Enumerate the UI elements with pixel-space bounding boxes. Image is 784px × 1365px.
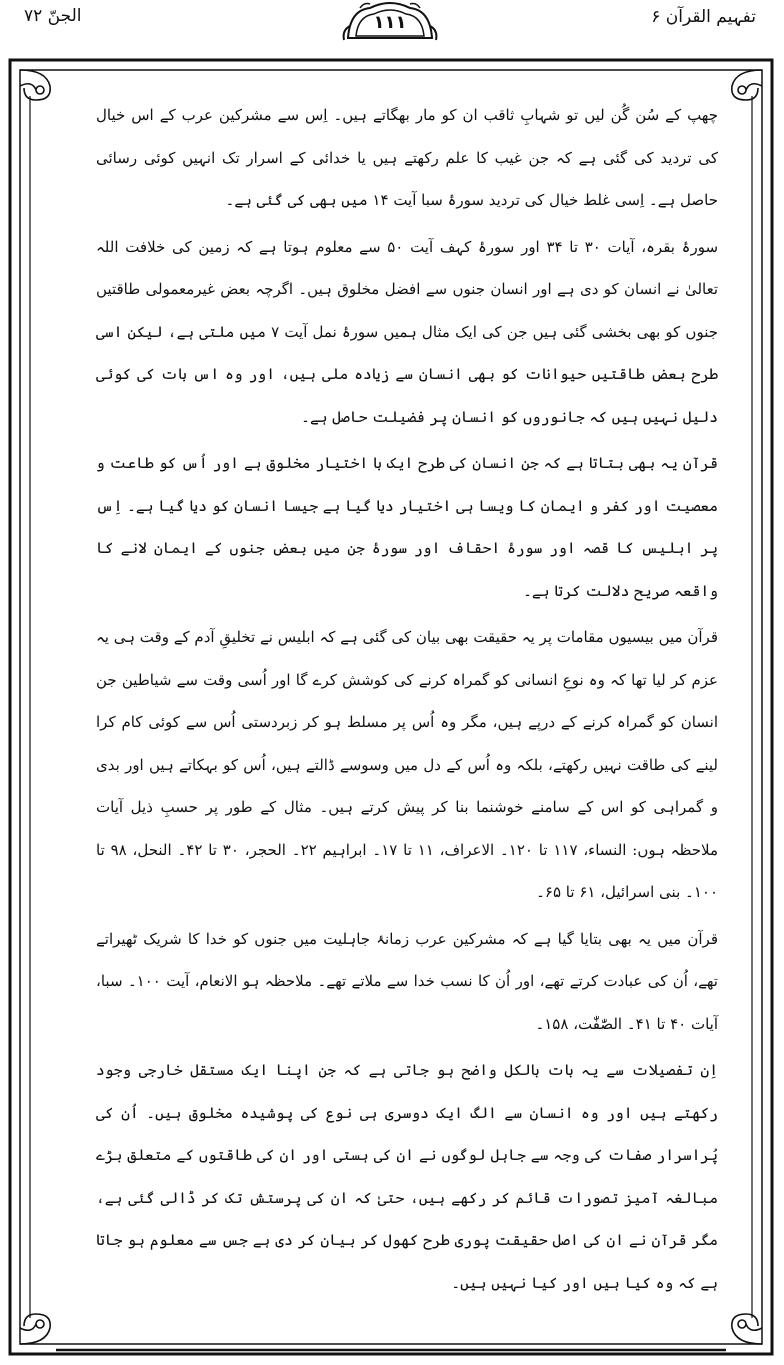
paragraph: قرآن یہ بھی بتاتا ہے کہ جن انسان کی طرح ایک با اختیار مخلوق ہے اور اُس کو طاعت و معصیت اور کفر و ایمان کا ویسا ہی اختیار دیا گیا ہے جیسا انسان کو دیا گیا ہے۔ اِس پر ابلیس کا قصہ اور سورۂ احقاف اور سورۂ جن میں بعض جنوں کے ایمان لانے کا واقعہ صریح دلالت کرتا ہے۔ (96, 454, 718, 600)
paragraph: چھپ کے سُن گُن لیں تو شہابِ ثاقب ان کو مار بھگاتے ہیں۔ اِس سے مشرکین عرب کے اس خیال کی تردید کی گئی ہے کہ جن غیب کا علم رکھتے ہیں یا خدائی کے اسرار تک انہیں کوئی رسائی حاصل ہے۔ اِسی غلط خیال کی تردید سورۂ سبا آیت ۱۴ میں بھی کی گئی ہے۔ (96, 106, 718, 209)
paragraph: قرآن میں یہ بھی بتایا گیا ہے کہ مشرکین عرب زمانۂ جاہلیت میں جنوں کو خدا کا شریک ٹھیراتے تھے، اُن کی عبادت کرتے تھے، اور اُن کا نسب خدا سے ملاتے تھے۔ ملاحظہ ہو الانعام، آیت ۱۰۰۔ سبا، آیات ۴۰ تا ۴۱۔ الصّٰفّٰت، ۱۵۸۔ (96, 929, 718, 1033)
corner-ornament-bottom-right (732, 1314, 762, 1344)
paragraph: اِن تفصیلات سے یہ بات بالکل واضح ہو جاتی ہے کہ جن اپنا ایک مستقل خارجی وجود رکھتے ہیں اور وہ انسان سے الگ ایک دوسری ہی نوع کی پوشیدہ مخلوق ہیں۔ اُن کی پُراسرار صفات کی وجہ سے جاہل لوگوں نے ان کی ہستی اور ان کی طاقتوں کے متعلق بڑے مبالغہ آمیز تصورات قائم کر رکھے ہیں، حتیٰ کہ ان کی پرستش تک کر ڈالی گئی ہے، مگر قرآن نے ان کی اصل حقیقت پوری طرح کھول کر بیان کر دی ہے جس سے معلوم ہو جاتا ہے کہ وہ کیا ہیں اور کیا نہیں ہیں۔ (96, 1061, 718, 1292)
paragraph: قرآن میں بیسیوں مقامات پر یہ حقیقت بھی بیان کی گئی ہے کہ ابلیس نے تخلیقِ آدم کے وقت ہی یہ عزم کر لیا تھا کہ وہ نوعِ انسانی کو گمراہ کرنے کی کوشش کرے گا اور اُسی وقت سے شیاطین جن انسان کو گمراہ کرنے کے درپے ہیں، مگر وہ اُس پر مسلط ہو کر زبردستی اُس سے کوئی کام کرا لینے کی طاقت نہیں رکھتے، بلکہ وہ اُس کے دل میں وسوسے ڈالتے ہیں، اُس کو بہکاتے ہیں اور بدی و گمراہی کو اس کے سامنے خوشنما بنا کر پیش کرتے ہیں۔ مثال کے طور پر حسبِ ذیل آیات ملاحظہ ہوں: النساء، ۱۱۷ تا ۱۲۰۔ الاعراف، ۱۱ تا ۱۷۔ ابراہیم ۲۲۔ الحجر، ۳۰ تا ۴۲۔ النحل، ۹۸ تا ۱۰۰۔ بنی اسرائیل، ۶۱ تا ۶۵۔ (96, 628, 719, 901)
page-body (96, 94, 718, 1344)
page-number: ۱۱۱ (373, 12, 407, 33)
chapter-running-title: الجنّ ۷۲ (24, 6, 82, 26)
paragraph: سورۂ بقرہ، آیات ۳۰ تا ۳۴ اور سورۂ کہف آیت ۵۰ سے معلوم ہوتا ہے کہ زمین کی خلافت اللہ تعالیٰ نے انسان کو دی ہے اور انسان جنوں سے افضل مخلوق ہیں۔ اگرچہ بعض غیرمعمولی طاقتیں جنوں کو بھی بخشی گئی ہیں جن کی ایک مثال ہمیں سورۂ نمل آیت ۷ میں ملتی ہے، لیکن اسی طرح بعض طاقتیں حیوانات کو بھی انسان سے زیادہ ملی ہیں، اور وہ اس بات کی کوئی دلیل نہیں ہیں کہ جانوروں کو انسان پر فضیلت حاصل ہے۔ (96, 237, 719, 426)
page-header (0, 0, 784, 56)
corner-ornament-bottom-left (20, 1314, 50, 1344)
book-running-title: تفہیم القرآن ۶ (651, 7, 756, 27)
corner-ornament-top-left (20, 70, 50, 100)
corner-ornament-top-right (732, 70, 762, 100)
